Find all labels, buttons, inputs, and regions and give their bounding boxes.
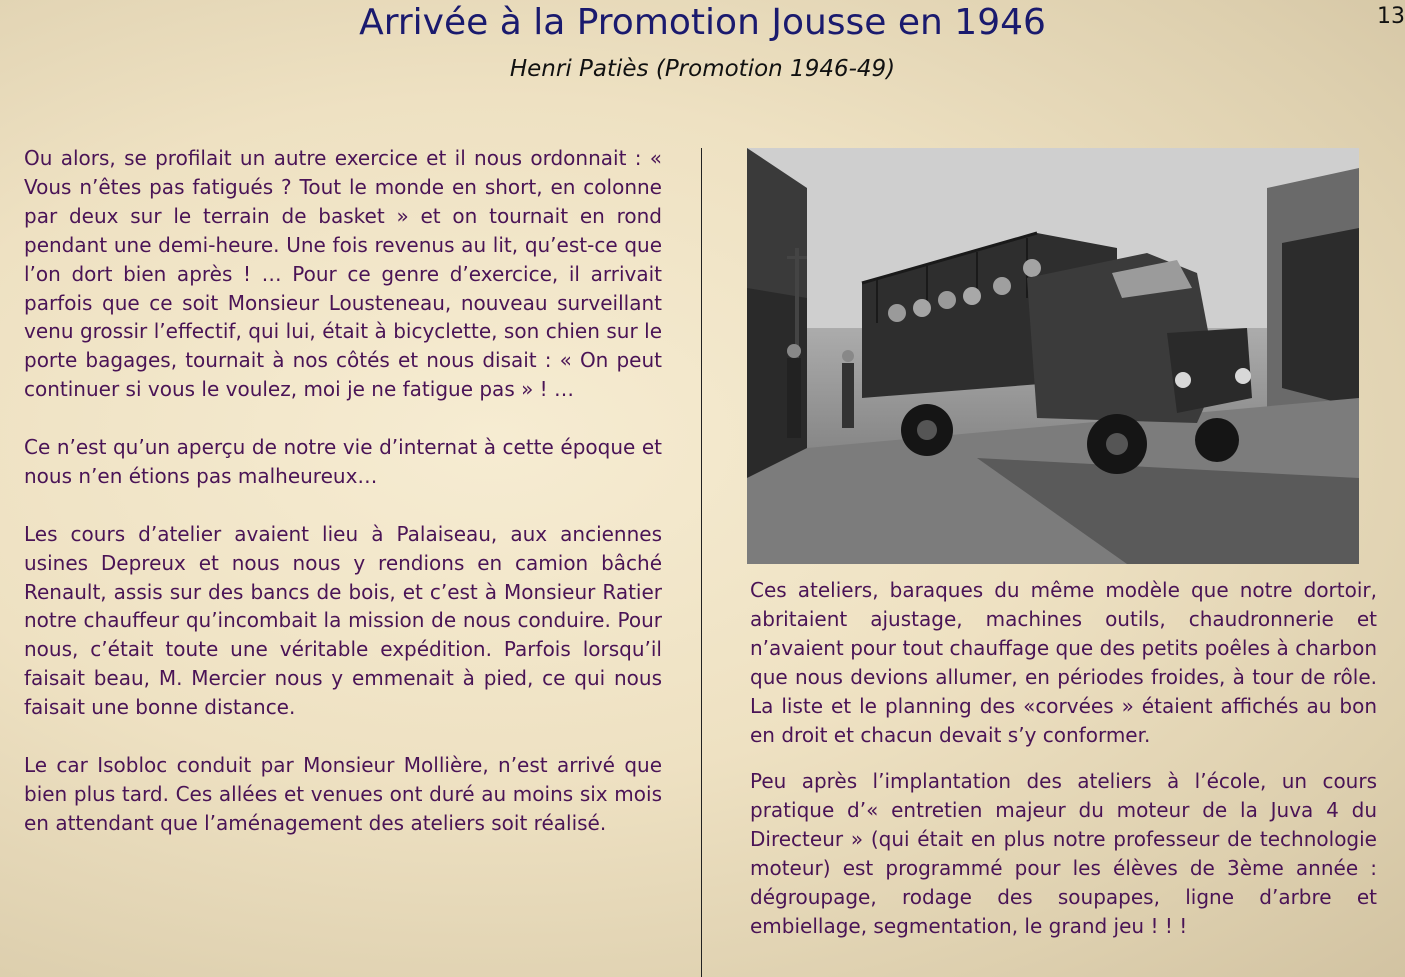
paragraph: Peu après l’implantation des ateliers à l’école, un cours pratique d’« entretien majeur du moteur de la Juva 4 du Directeur » (qui était en plus notre professeur de technologie moteur) est programmé pour les élèves de 3ème année : dégroupage, rodage des soupapes, ligne d’arbre et embiellage, segmentation, le grand jeu ! ! ! (750, 769, 1377, 938)
paragraph: Ce n’est qu’un aperçu de notre vie d’internat à cette époque et nous n’en étions pas malheureux… (24, 435, 662, 488)
page-number: 13 (1377, 4, 1405, 29)
paragraph: Ces ateliers, baraques du même modèle que notre dortoir, abritaient ajustage, machines outils, chaudronnerie et n’avaient pour tout chauffage que des petits poêles à charbon que nous devions allumer, en périodes froides, à tour de rôle. La liste et le planning des «corvées » étaient affichés au bon en droit et chacun devait s’y conformer. (750, 578, 1377, 747)
page-title: Arrivée à la Promotion Jousse en 1946 (359, 2, 1046, 43)
column-divider (701, 148, 702, 977)
paragraph: Les cours d’atelier avaient lieu à Palaiseau, aux anciennes usines Depreux et nous nous y rendions en camion bâché Renault, assis sur des bancs de bois, et c’est à Monsieur Ratier notre chauffeur qu’incombait la mission de nous conduire. Pour nous, c’était toute une véritable expédition. Parfois lorsqu’il faisait beau, M. Mercier nous y emmenait à pied, ce qui nous faisait une bonne distance. (24, 521, 662, 720)
right-column (750, 576, 1377, 970)
paragraph: Le car Isobloc conduit par Monsieur Mollière, n’est arrivé que bien plus tard. Ces allées et venues ont duré au moins six mois en attendant que l’aménagement des ateliers soit réalisé. (24, 752, 662, 835)
truck-photo (747, 148, 1359, 564)
paragraph: Ou alors, se profilait un autre exercice et il nous ordonnait : « Vous n’êtes pas fatigués ? Tout le monde en short, en colonne par deux sur le terrain de basket » et on tournait en rond pendant une demi-heure. Une fois revenus au lit, qu’est-ce que l’on dort bien après ! … Pour ce genre d’exercice, il arrivait parfois que ce soit Monsieur Lousteneau, nouveau surveillant venu grossir l’effectif, qui lui, était à bicyclette, son chien sur le porte bagages, tournait à nos côtés et nous disait : « On peut continuer si vous le voulez, moi je ne fatigue pas » ! … (24, 146, 662, 402)
left-column (24, 144, 662, 867)
page-subtitle: Henri Patiès (Promotion 1946-49) (509, 56, 896, 82)
